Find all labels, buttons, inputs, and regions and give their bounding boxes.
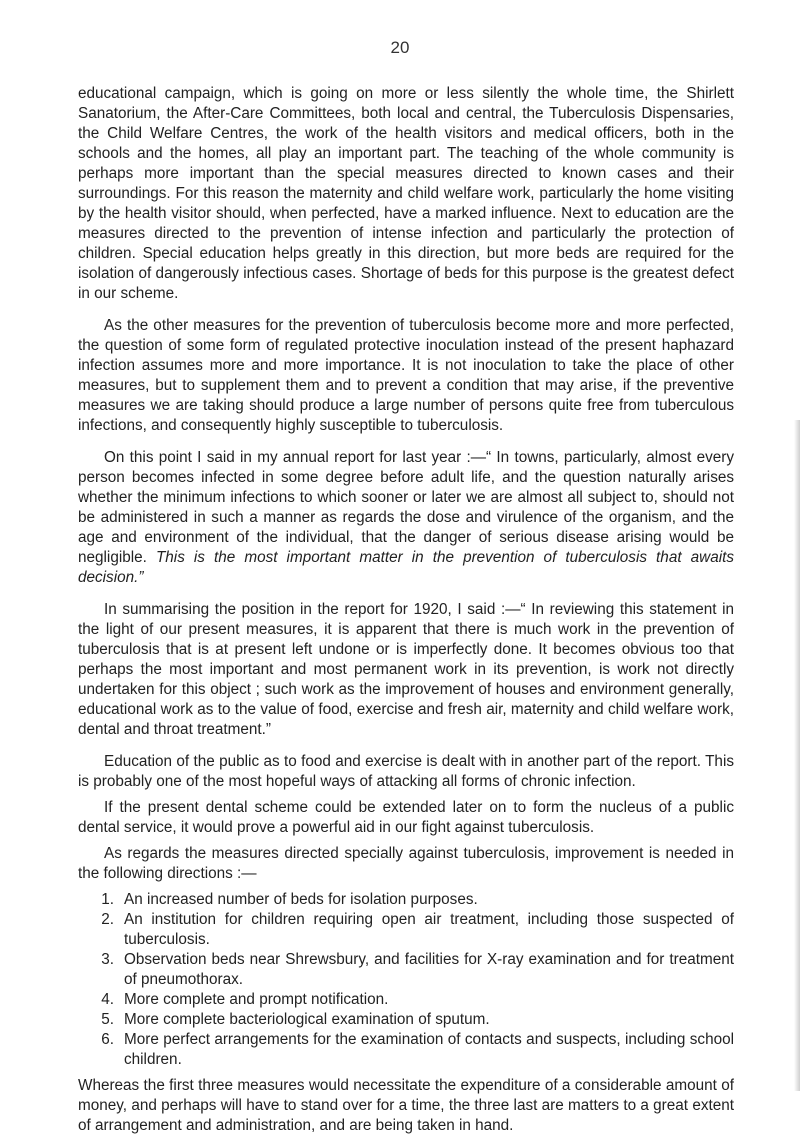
paragraph-8: Whereas the first three measures would necessitate the expenditure of a considerable amount of money, and perhaps will have to stand over for a time, the three last are matters to a great extent of arrangement and administration, and are being taken in hand. (78, 1077, 734, 1134)
list-item-text: An institution for children requiring open air treatment, including those suspected of tuberculosis. (124, 911, 734, 948)
list-item-text: More perfect arrangements for the examination of contacts and suspects, including school children. (124, 1031, 734, 1068)
paragraph-5: Education of the public as to food and exercise is dealt with in another part of the report. This is probably one of the most hopeful ways of attacking all forms of chronic infection. (78, 753, 734, 790)
list-item (78, 950, 734, 990)
list-item-number: 3. (101, 951, 114, 968)
list-item-number: 4. (101, 991, 114, 1008)
list-item (78, 1030, 734, 1070)
paragraph-3-italic-text: This is the most important matter in the prevention of tuberculosis that awaits decision.” (78, 549, 734, 586)
list-item (78, 890, 734, 910)
page-edge-shadow (794, 420, 800, 1091)
paragraph-2: As the other measures for the prevention of tuberculosis become more and more perfected, the question of some form of regulated protective inoculation instead of the present haphazard infection assumes more and more importance. It is not inoculation to take the place of other measures, but to supplement them and to prevent a condition that may arise, if the preventive measures we are taking should produce a large number of persons quite free from tuberculous infections, and consequently highly susceptible to tuberculosis. (78, 317, 734, 434)
list-item (78, 910, 734, 950)
list-item-text: An increased number of beds for isolation purposes. (124, 891, 478, 908)
list-item-text: More complete bacteriological examination of sputum. (124, 1011, 490, 1028)
paragraph-3 (78, 448, 734, 588)
measures-list (78, 890, 734, 1070)
list-item-number: 6. (101, 1031, 114, 1048)
list-item-text: Observation beds near Shrewsbury, and facilities for X-ray examination and for treatment of pneumothorax. (124, 951, 734, 988)
list-item-number: 1. (101, 891, 114, 908)
document-body (78, 84, 734, 1148)
paragraph-6: If the present dental scheme could be extended later on to form the nucleus of a public dental service, it would prove a powerful aid in our fight against tuberculosis. (78, 799, 734, 836)
paragraph-7: As regards the measures directed specially against tuberculosis, improvement is needed in the following directions :— (78, 845, 734, 882)
list-item (78, 1010, 734, 1030)
paragraph-4: In summarising the position in the report for 1920, I said :—“ In reviewing this statement in the light of our present measures, it is apparent that there is much work in the prevention of tuberculosis that is at present left undone or is imperfectly done. It becomes obvious too that perhaps the most important and most permanent work in its prevention, is work not directly undertaken for this object ; such work as the improvement of houses and environment generally, educational work as to the value of food, exercise and fresh air, maternity and child welfare work, dental and throat treatment.” (78, 601, 734, 738)
list-item (78, 990, 734, 1010)
list-item-number: 2. (101, 911, 114, 928)
page-number: 20 (390, 38, 410, 57)
list-item-text: More complete and prompt notification. (124, 991, 389, 1008)
list-item-number: 5. (101, 1011, 114, 1028)
paragraph-3-text: On this point I said in my annual report for last year :—“ In towns, particularly, almost every person becomes infected in some degree before adult life, and the question naturally arises whether the minimum infections to which sooner or later we are almost all subject to, should not be administered in such a manner as regards the dose and virulence of the organism, and the age and environment of the individual, that the danger of serious disease arising would be negligible. (78, 449, 734, 566)
paragraph-1: educational campaign, which is going on more or less silently the whole time, the Shirlett Sanatorium, the After-Care Committees, both local and central, the Tuberculosis Dispensaries, the Child Welfare Centres, the work of the health visitors and medical officers, both in the schools and the homes, all play an important part. The teaching of the whole community is perhaps more important than the special measures directed to known cases and their surroundings. For this reason the maternity and child welfare work, particularly the home visiting by the health visitor should, when perfected, have a marked influence. Next to education are the measures directed to the prevention of intense infection and particularly the protection of children. Special education helps greatly in this direction, but more beds are required for the isolation of dangerously infectious cases. Shortage of beds for this purpose is the greatest defect in our scheme. (78, 85, 734, 302)
